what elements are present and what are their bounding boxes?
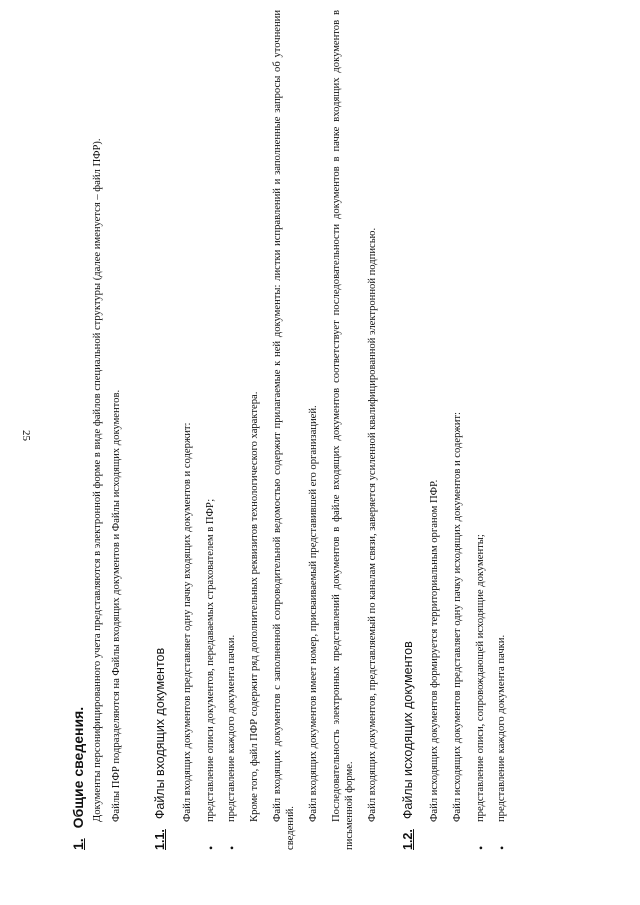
- section-1-1-intro: Файл входящих документов представляет одну пачку входящих документов и содержит:: [181, 422, 193, 822]
- section-1-1-title: Файлы входящих документов: [153, 647, 168, 820]
- section-1-1-paragraph: Файл входящих документов имеет номер, присваиваемый представившей его организацией.: [307, 405, 319, 822]
- section-1-paragraph: Файлы ПФР подразделяются на Файлы входящих документов и Файлы исходящих документов.: [111, 389, 123, 822]
- section-1-1-paragraph: Последовательность электронных представлений документов в файле входящих документов соответствует последовательности документов в пачке входящих документов в письменной форме.: [330, 10, 355, 850]
- list-item: • представление каждого документа пачки.: [225, 10, 238, 850]
- section-1-1-paragraph: Файл входящих документов с заполненной сопроводительной ведомостью содержит прилагаемые к ней документы: листки исправлений и заполненные запросы об уточнении сведений.: [271, 10, 296, 850]
- section-1-2-number: 1.2.: [400, 829, 415, 850]
- section-1-1-heading: [153, 10, 168, 850]
- section-1-number: 1.: [70, 838, 86, 850]
- list-item: • представление описи документов, передаваемых страхователем в ПФР;: [204, 10, 217, 850]
- section-1-title: Общие сведения.: [70, 706, 86, 829]
- section-1-2-heading: [401, 10, 416, 850]
- section-1-1-list: [204, 10, 238, 850]
- document-body: [70, 10, 518, 850]
- list-item: • представление каждого документа пачки.: [495, 10, 508, 850]
- section-1-1-paragraph: Кроме того, файл ПФР содержит ряд дополнительных реквизитов технологического характера.: [248, 391, 260, 822]
- section-1-heading: [70, 10, 87, 850]
- list-item: • представление описи, сопровождающей исходящие документы;: [474, 10, 487, 850]
- section-1-1-paragraph: Файл входящих документов, представляемый по каналам связи, заверяется усиленной квалифицированной электронной подписью.: [366, 227, 378, 822]
- section-1-2-title: Файлы исходящих документов: [400, 641, 415, 820]
- section-1-2-intro: Файл исходящих документов представляет одну пачку исходящих документов и содержит:: [452, 412, 464, 822]
- section-1-2-list: [474, 10, 508, 850]
- page-number: 25: [20, 430, 32, 441]
- section-1-1-number: 1.1.: [153, 829, 168, 850]
- section-1-paragraph: Документы персонифицированного учета представляются в электронной форме в виде файлов специальной структуры (далее именуется – файл ПФР).: [92, 138, 104, 822]
- section-1-2-paragraph: Файл исходящих документов формируется территориальным органом ПФР.: [429, 479, 441, 822]
